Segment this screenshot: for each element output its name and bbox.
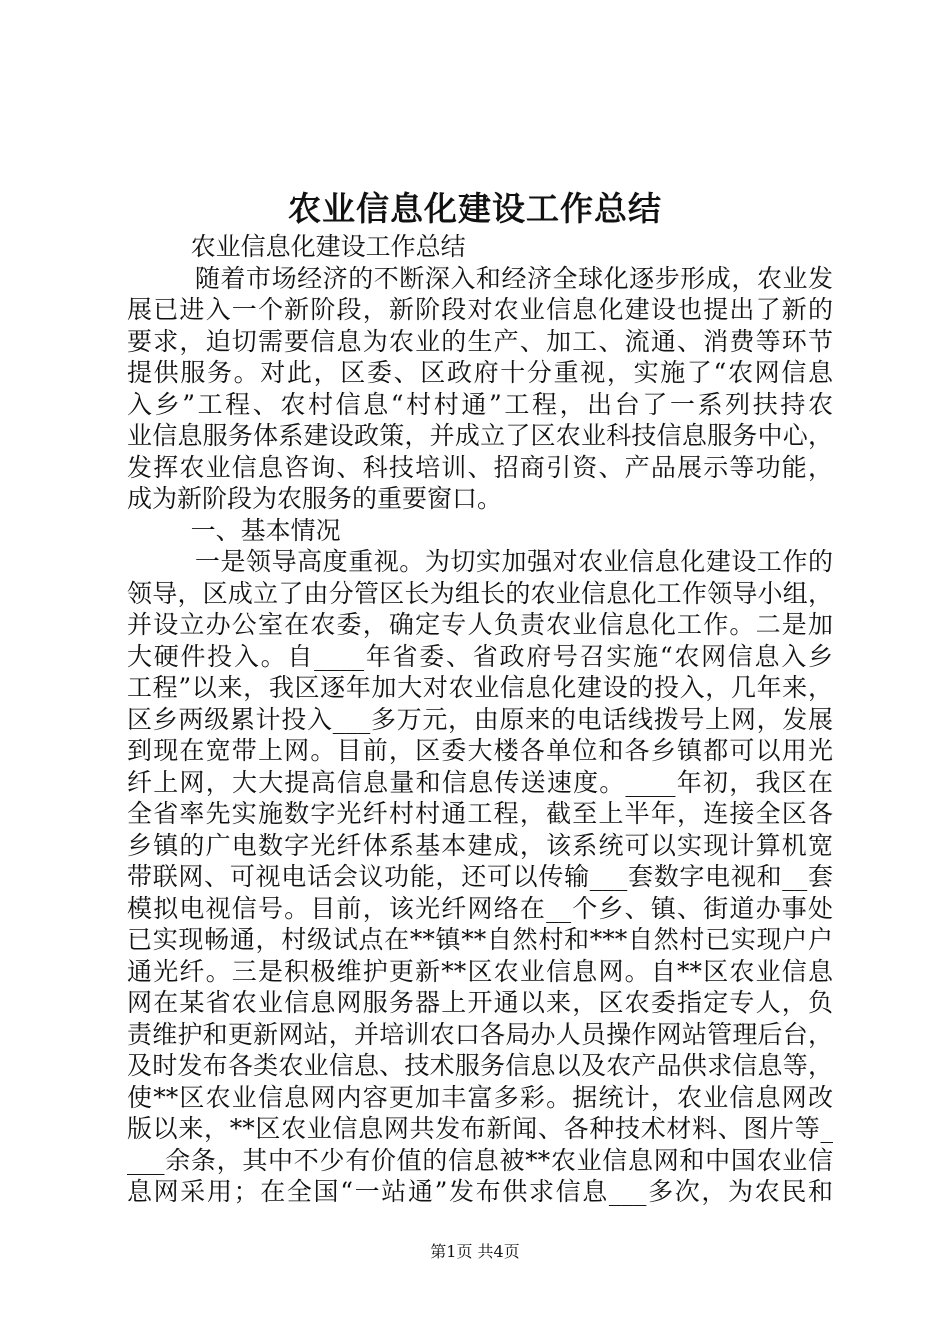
body-text-line: 农业信息化建设工作总结 <box>127 232 466 261</box>
body-text-line: 到现在宽带上网。目前，区委大楼各单位和各乡镇都可以用光 <box>127 736 833 765</box>
body-text-line: 提供服务。对此，区委、区政府十分重视，实施了“农网信息 <box>127 358 833 387</box>
body-text-line: 一是领导高度重视。为切实加强对农业信息化建设工作的 <box>127 547 833 576</box>
body-text-line: ___余条，其中不少有价值的信息被**农业信息网和中国农业信 <box>127 1145 833 1175</box>
body-text-line: 入乡”工程、农村信息“村村通”工程，出台了一系列扶持农 <box>127 389 833 419</box>
body-text-line: 一、基本情况 <box>127 515 341 545</box>
body-text-line: 区乡两级累计投入___多万元，由原来的电话线拨号上网，发展 <box>127 704 833 734</box>
body-text-line: 责维护和更新网站，并培训农口各局办人员操作网站管理后台， <box>127 1019 833 1049</box>
body-text-line: 成为新阶段为农服务的重要窗口。 <box>127 484 503 513</box>
body-text-line: 全省率先实施数字光纤村村通工程，截至上半年，连接全区各 <box>127 799 833 828</box>
body-text-line: 领导，区成立了由分管区长为组长的农业信息化工作领导小组， <box>127 578 833 608</box>
body-text-line: 已实现畅通，村级试点在**镇**自然村和***自然村已实现户户 <box>127 925 833 954</box>
body-text-line: 使**区农业信息网内容更加丰富多彩。据统计，农业信息网改 <box>127 1082 833 1112</box>
body-text-line: 乡镇的广电数字光纤体系基本建成，该系统可以实现计算机宽 <box>127 830 833 860</box>
body-text-line: 大硬件投入。自____年省委、省政府号召实施“农网信息入乡 <box>127 641 833 671</box>
body-text-line: 随着市场经济的不断深入和经济全球化逐步形成，农业发 <box>127 263 833 293</box>
body-text-line: 要求，迫切需要信息为农业的生产、加工、流通、消费等环节 <box>127 326 833 356</box>
body-text-line: 息网采用；在全国“一站通”发布供求信息___多次，为农民和 <box>127 1177 833 1206</box>
body-text-line: 版以来，**区农业信息网共发布新闻、各种技术材料、图片等_ <box>127 1114 833 1143</box>
body-text-line: 业信息服务体系建设政策，并成立了区农业科技信息服务中心， <box>127 421 833 450</box>
body-text-line: 通光纤。三是积极维护更新**区农业信息网。自**区农业信息 <box>127 956 833 986</box>
body-text-line: 并设立办公室在农委，确定专人负责农业信息化工作。二是加 <box>127 610 833 639</box>
page-number-footer: 第1页 共4页 <box>430 1242 520 1261</box>
body-text-line: 工程”以来，我区逐年加大对农业信息化建设的投入，几年来， <box>127 673 833 702</box>
body-text-line: 纤上网，大大提高信息量和信息传送速度。____年初，我区在 <box>127 767 833 797</box>
document-title: 农业信息化建设工作总结 <box>288 189 662 228</box>
body-text-line: 及时发布各类农业信息、技术服务信息以及农产品供求信息等， <box>127 1051 833 1080</box>
body-text-line: 网在某省农业信息网服务器上开通以来，区农委指定专人，负 <box>127 988 833 1017</box>
body-text-line: 发挥农业信息咨询、科技培训、招商引资、产品展示等功能， <box>127 452 833 482</box>
body-text-line: 模拟电视信号。目前，该光纤网络在__个乡、镇、街道办事处 <box>127 893 833 923</box>
body-text-line: 带联网、可视电话会议功能，还可以传输___套数字电视和__套 <box>127 862 833 891</box>
body-text-line: 展已进入一个新阶段，新阶段对农业信息化建设也提出了新的 <box>127 295 833 324</box>
document-body <box>127 231 833 1208</box>
